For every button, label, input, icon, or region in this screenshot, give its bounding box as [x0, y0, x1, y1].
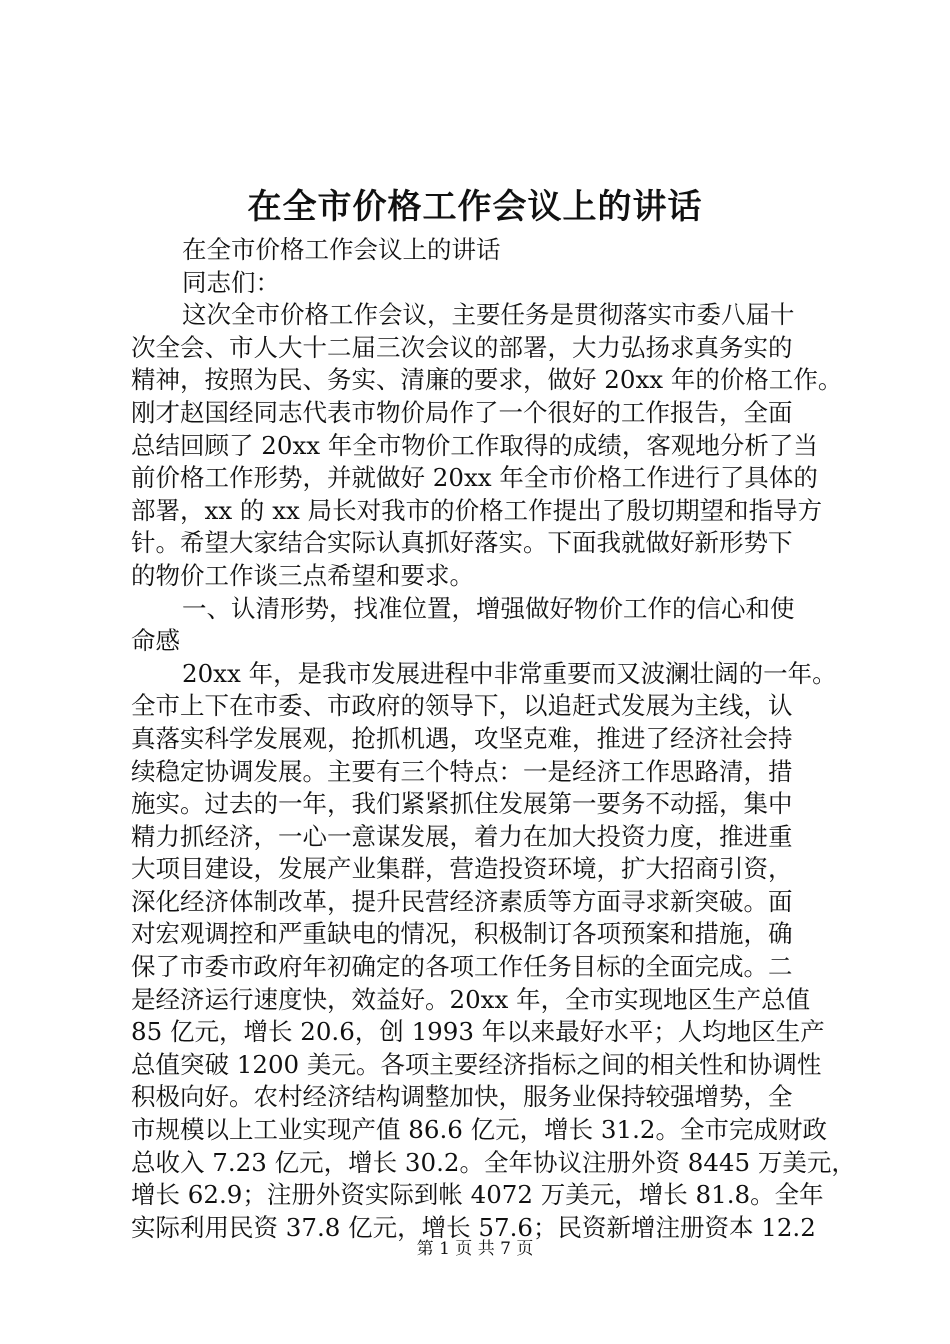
body-line: 刚才赵国经同志代表市物价局作了一个很好的工作报告，全面	[131, 397, 793, 427]
body-line: 保了市委市政府年初确定的各项工作任务目标的全面完成。二	[131, 952, 793, 982]
body-line: 20xx 年，是我市发展进程中非常重要而又波澜壮阔的一年。	[182, 658, 837, 688]
body-line: 实际利用民资 37.8 亿元，增长 57.6；民资新增注册资本 12.2	[131, 1212, 816, 1242]
body-line: 真落实科学发展观，抢抓机遇，攻坚克难，推进了经济社会持	[131, 723, 793, 753]
body-line: 针。希望大家结合实际认真抓好落实。下面我就做好新形势下	[131, 528, 793, 558]
body-line: 部署，xx 的 xx 局长对我市的价格工作提出了殷切期望和指导方	[131, 495, 823, 525]
body-line: 总结回顾了 20xx 年全市物价工作取得的成绩，客观地分析了当	[131, 430, 818, 460]
body-line: 对宏观调控和严重缺电的情况，积极制订各项预案和措施，确	[131, 919, 793, 949]
body-line: 精神，按照为民、务实、清廉的要求，做好 20xx 年的价格工作。	[131, 365, 843, 395]
section-heading-line: 命感	[131, 626, 180, 656]
body-line: 施实。过去的一年，我们紧紧抓住发展第一要务不动摇，集中	[131, 789, 793, 819]
body-line: 精力抓经济，一心一意谋发展，着力在加大投资力度，推进重	[131, 821, 793, 851]
body-line: 深化经济体制改革，提升民营经济素质等方面寻求新突破。面	[131, 886, 793, 916]
body-line: 增长 62.9；注册外资实际到帐 4072 万美元，增长 81.8。全年	[131, 1180, 824, 1210]
body-line: 前价格工作形势，并就做好 20xx 年全市价格工作进行了具体的	[131, 463, 818, 493]
body-line: 同志们：	[182, 267, 280, 297]
document-body	[131, 234, 856, 1244]
body-line: 总值突破 1200 美元。各项主要经济指标之间的相关性和协调性	[131, 1049, 822, 1079]
body-line: 的物价工作谈三点希望和要求。	[131, 560, 474, 590]
body-line: 全市上下在市委、市政府的领导下，以追赶式发展为主线，认	[131, 691, 793, 721]
body-line: 在全市价格工作会议上的讲话	[182, 235, 501, 264]
body-line: 这次全市价格工作会议，主要任务是贯彻落实市委八届十	[182, 300, 795, 330]
document-title: 在全市价格工作会议上的讲话	[247, 187, 703, 227]
body-line: 市规模以上工业实现产值 86.6 亿元，增长 31.2。全市完成财政	[131, 1115, 827, 1145]
body-line: 总收入 7.23 亿元，增长 30.2。全年协议注册外资 8445 万美元，	[131, 1147, 856, 1177]
body-line: 积极向好。农村经济结构调整加快，服务业保持较强增势，全	[131, 1082, 793, 1112]
body-line: 85 亿元，增长 20.6，创 1993 年以来最好水平；人均地区生产	[131, 1017, 825, 1047]
body-line: 大项目建设，发展产业集群，营造投资环境，扩大招商引资，	[131, 854, 793, 884]
body-line: 是经济运行速度快，效益好。20xx 年，全市实现地区生产总值	[131, 984, 811, 1014]
body-line: 次全会、市人大十二届三次会议的部署，大力弘扬求真务实的	[131, 332, 793, 362]
page-number-footer: 第 1 页 共 7 页	[416, 1239, 534, 1259]
section-heading-line: 一、认清形势，找准位置，增强做好物价工作的信心和使	[182, 593, 795, 623]
body-line: 续稳定协调发展。主要有三个特点：一是经济工作思路清，措	[131, 756, 793, 786]
